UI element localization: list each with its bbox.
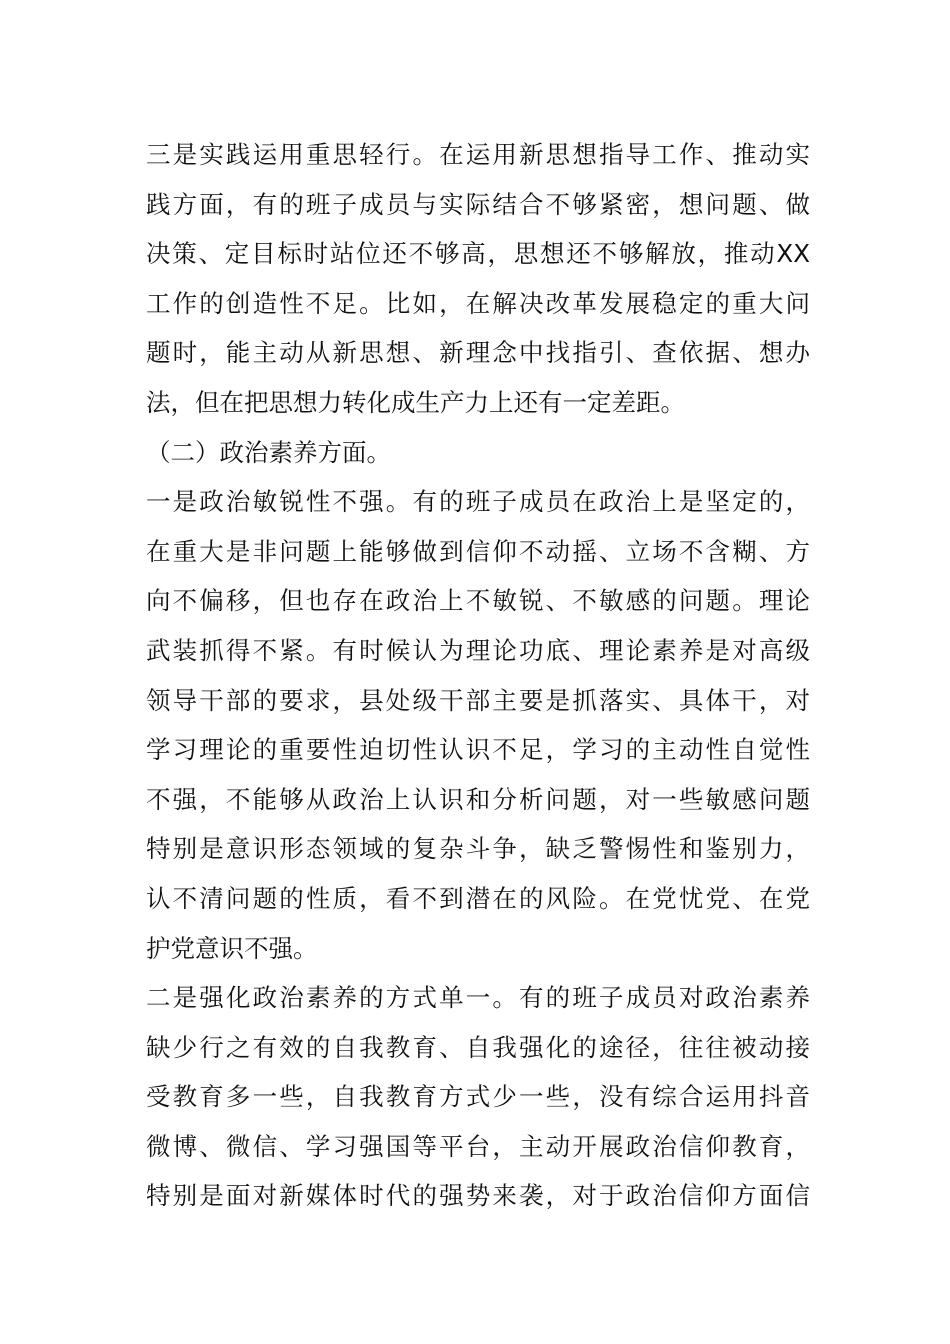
section-heading-political [146,428,810,478]
text-line: 护党意识不强。 [146,933,318,963]
text-line: 认不清问题的性质，看不到潜在的风险。在党忧党、在党 [146,883,810,913]
paragraph-point-three-practice [146,130,810,428]
text-line: 学习理论的重要性迫切性认识不足，学习的主动性自觉性 [146,735,810,765]
text-line: 受教育多一些，自我教育方式少一些，没有综合运用抖音 [146,1082,810,1112]
text-line: 微博、微信、学习强国等平台，主动开展政治信仰教育， [146,1131,810,1161]
text-line: 不强，不能够从政治上认识和分析问题，对一些敏感问题 [146,784,810,814]
text-line: 特别是面对新媒体时代的强势来袭，对于政治信仰方面信 [146,1181,810,1211]
text-line: 二是强化政治素养的方式单一。有的班子成员对政治素养 [146,983,810,1013]
text-line: 决策、定目标时站位还不够高，思想还不够解放，推动XX [146,239,810,269]
text-line: 武装抓得不紧。有时候认为理论功底、理论素养是对高级 [146,635,810,665]
paragraph-point-two-methods [146,973,810,1221]
text-line: 特别是意识形态领域的复杂斗争，缺乏警惕性和鉴别力， [146,834,810,864]
paragraph-point-one-sensitivity [146,477,810,973]
text-line: 践方面，有的班子成员与实际结合不够紧密，想问题、做 [146,189,810,219]
text-line: 领导干部的要求，县处级干部主要是抓落实、具体干，对 [146,685,810,715]
text-line: 缺少行之有效的自我教育、自我强化的途径，往往被动接 [146,1032,810,1062]
text-line: 题时，能主动从新思想、新理念中找指引、查依据、想办 [146,338,810,368]
text-line: 在重大是非问题上能够做到信仰不动摇、立场不含糊、方 [146,536,810,566]
text-line: 法，但在把思想力转化成生产力上还有一定差距。 [146,387,685,417]
text-line: 向不偏移，但也存在政治上不敏锐、不敏感的问题。理论 [146,586,810,616]
document-body [146,130,810,1221]
section-heading: （二）政治素养方面。 [146,437,391,467]
text-line: 一是政治敏锐性不强。有的班子成员在政治上是坚定的， [146,487,810,517]
text-line: 三是实践运用重思轻行。在运用新思想指导工作、推动实 [146,140,810,169]
text-line: 工作的创造性不足。比如，在解决改革发展稳定的重大问 [146,288,810,318]
